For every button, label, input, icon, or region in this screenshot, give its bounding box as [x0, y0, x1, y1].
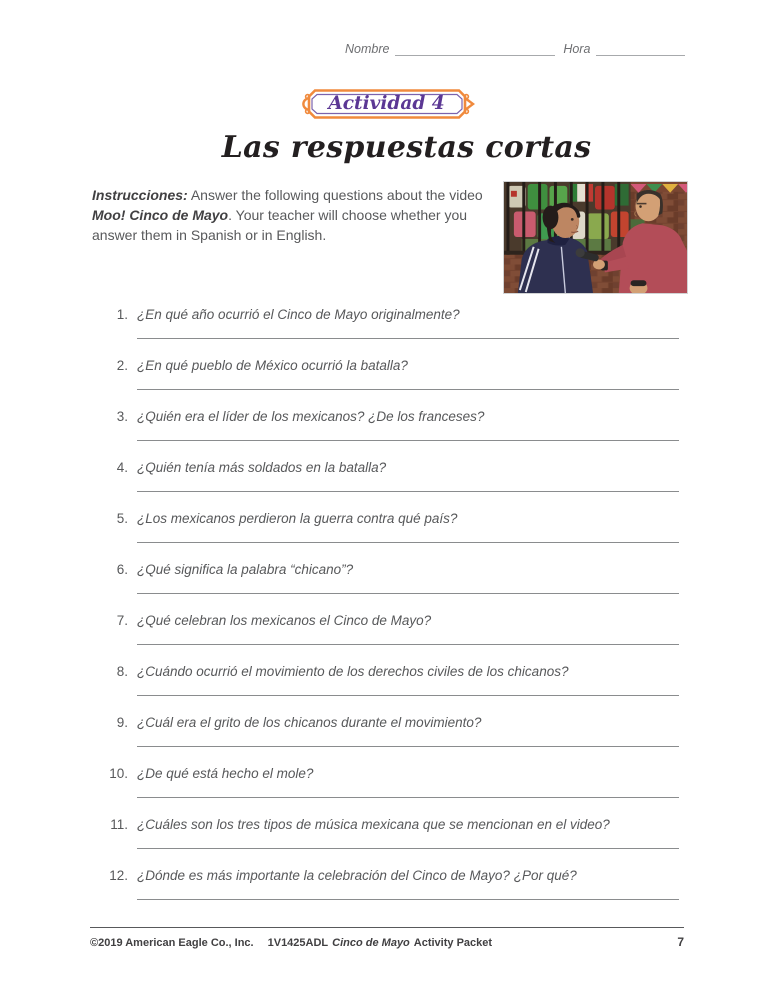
- name-blank-line: [395, 42, 555, 56]
- question-text: ¿Dónde es más importante la celebración del Cinco de Mayo? ¿Por qué?: [137, 868, 577, 883]
- name-hora-header: [345, 42, 685, 56]
- question-item-8: [100, 663, 679, 696]
- answer-line: [137, 440, 679, 441]
- question-number: 2.: [116, 358, 128, 373]
- question-text: ¿En qué pueblo de México ocurrió la batalla?: [137, 358, 408, 373]
- question-list: [100, 306, 679, 918]
- question-item-5: [100, 510, 679, 543]
- activity-badge: [299, 86, 475, 122]
- question-number: 6.: [116, 562, 128, 577]
- instructions-text-1: Answer the following questions about the video: [187, 187, 483, 203]
- instructions-line-3: answer them in Spanish or in English.: [92, 227, 327, 243]
- question-number: 12.: [109, 868, 128, 883]
- question-item-6: [100, 561, 679, 594]
- question-item-11: [100, 816, 679, 849]
- instructions-paragraph: [92, 185, 500, 245]
- question-number: 3.: [116, 409, 128, 424]
- question-text: ¿Quién tenía más soldados en la batalla?: [137, 460, 387, 475]
- activity-badge-wrap: [0, 86, 773, 122]
- question-text: ¿Cuál era el grito de los chicanos durante el movimiento?: [137, 715, 482, 730]
- question-item-10: [100, 765, 679, 798]
- question-number: 10.: [109, 766, 128, 781]
- question-text: ¿Cuándo ocurrió el movimiento de los derechos civiles de los chicanos?: [137, 664, 569, 679]
- interview-photo-illustration: [504, 182, 687, 293]
- answer-line: [137, 746, 679, 747]
- question-item-7: [100, 612, 679, 645]
- question-number: 4.: [116, 460, 128, 475]
- hora-blank-line: [596, 42, 685, 56]
- footer-copyright: ©2019 American Eagle Co., Inc.: [90, 937, 254, 949]
- answer-line: [137, 695, 679, 696]
- instructions-label: Instrucciones:: [92, 187, 188, 203]
- answer-line: [137, 338, 679, 339]
- activity-badge-label: Actividad 4: [328, 92, 445, 114]
- question-number: 5.: [116, 511, 128, 526]
- question-text: ¿En qué año ocurrió el Cinco de Mayo originalmente?: [137, 307, 460, 322]
- footer-packet-title: Cinco de Mayo: [332, 937, 410, 949]
- question-item-9: [100, 714, 679, 747]
- question-item-2: [100, 357, 679, 390]
- question-number: 11.: [110, 817, 128, 832]
- instructions-line-1: [92, 185, 500, 205]
- question-number: 7.: [116, 613, 128, 628]
- question-text: ¿Los mexicanos perdieron la guerra contra qué país?: [137, 511, 458, 526]
- answer-line: [137, 491, 679, 492]
- question-item-12: [100, 867, 679, 900]
- instructions-line-2: [92, 205, 500, 225]
- question-number: 1.: [116, 307, 128, 322]
- video-still-photo: [503, 181, 688, 294]
- question-text: ¿Qué significa la palabra “chicano”?: [137, 562, 354, 577]
- question-text: ¿Quién era el líder de los mexicanos? ¿De los franceses?: [137, 409, 485, 424]
- answer-line: [137, 644, 679, 645]
- footer-packet-suffix: Activity Packet: [413, 937, 493, 949]
- hora-label: Hora: [563, 42, 591, 56]
- answer-line: [137, 593, 679, 594]
- footer: [90, 935, 684, 949]
- answer-line: [137, 899, 679, 900]
- name-label: Nombre: [345, 42, 390, 56]
- video-title-text: Moo! Cinco de Mayo: [92, 207, 229, 223]
- question-text: ¿Cuáles son los tres tipos de música mexicana que se mencionan en el video?: [137, 817, 610, 832]
- question-item-4: [100, 459, 679, 492]
- footer-rule: [90, 927, 684, 928]
- answer-line: [137, 542, 679, 543]
- question-text: ¿Qué celebran los mexicanos el Cinco de Mayo?: [137, 613, 432, 628]
- question-number: 9.: [116, 715, 128, 730]
- instructions-text-2: . Your teacher will choose whether you: [228, 207, 468, 223]
- page-number: 7: [677, 935, 684, 949]
- answer-line: [137, 848, 679, 849]
- footer-product-code: 1V1425ADL: [267, 937, 329, 949]
- question-number: 8.: [116, 664, 128, 679]
- question-text: ¿De qué está hecho el mole?: [137, 766, 314, 781]
- question-item-1: [100, 306, 679, 339]
- answer-line: [137, 797, 679, 798]
- question-item-3: [100, 408, 679, 441]
- page-title: Las respuestas cortas: [221, 130, 592, 165]
- answer-line: [137, 389, 679, 390]
